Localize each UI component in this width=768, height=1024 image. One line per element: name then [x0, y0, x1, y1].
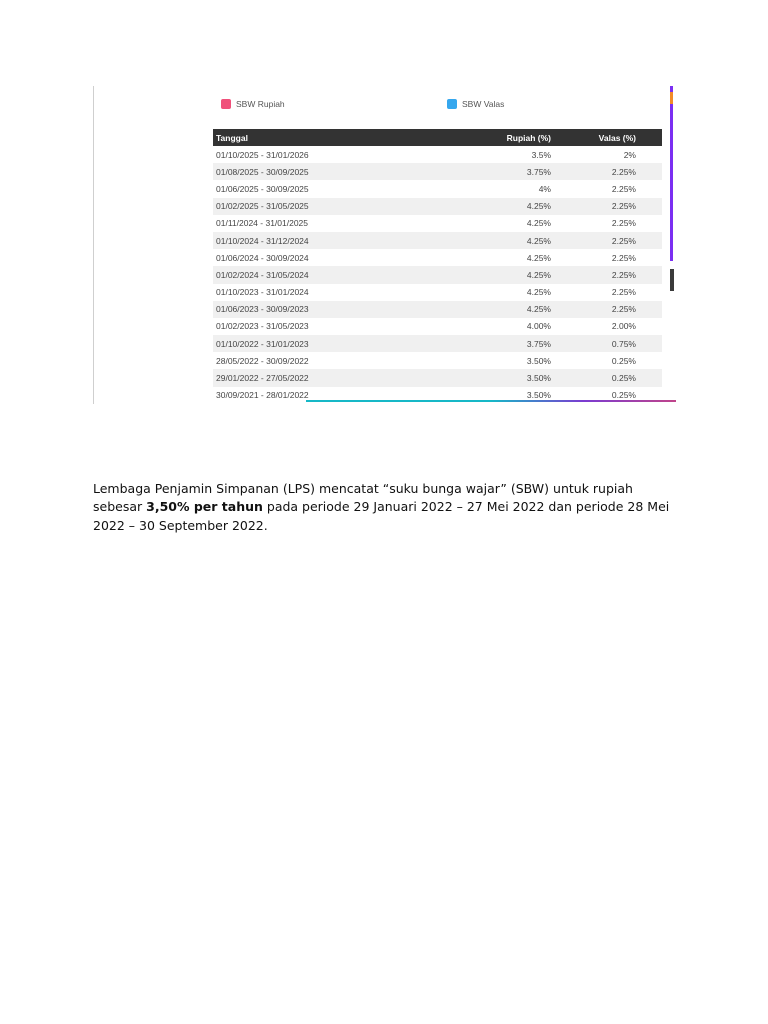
scrollbar-accent-orange: [670, 92, 673, 104]
paragraph-text-2: pada periode 29 Januari 2022 – 27 Mei 2022 dan periode 28 Mei 2022 – 30 September 2022.: [93, 499, 670, 533]
embedded-screenshot: [93, 86, 676, 404]
cell-tanggal: 01/02/2023 - 31/05/2023: [216, 321, 309, 332]
legend-label-rupiah: SBW Rupiah: [236, 99, 285, 109]
table-row: [213, 266, 662, 283]
cell-rupiah: 3.75%: [526, 166, 551, 177]
table-row: [213, 232, 662, 249]
cell-rupiah: 4.25%: [526, 304, 551, 315]
cell-valas: 2.25%: [611, 269, 636, 280]
cell-tanggal: 29/01/2022 - 27/05/2022: [216, 373, 309, 384]
table-row: [213, 352, 662, 369]
legend-swatch-valas: [447, 99, 457, 109]
table-row: [213, 215, 662, 232]
screenshot-left-border: [93, 86, 94, 404]
cell-rupiah: 4.25%: [526, 287, 551, 298]
cell-valas: 0.25%: [611, 373, 636, 384]
scrollbar-accent-purple: [670, 86, 673, 261]
cell-valas: 2.25%: [611, 201, 636, 212]
legend-item-rupiah[interactable]: [221, 97, 285, 111]
cell-tanggal: 01/10/2023 - 31/01/2024: [216, 287, 309, 298]
legend-swatch-rupiah: [221, 99, 231, 109]
rate-table: [213, 129, 662, 404]
cell-valas: 2.25%: [611, 304, 636, 315]
cell-rupiah: 4.25%: [526, 269, 551, 280]
cell-valas: 2%: [623, 149, 636, 160]
cell-tanggal: 01/08/2025 - 30/09/2025: [216, 166, 309, 177]
cell-tanggal: 01/06/2023 - 30/09/2023: [216, 304, 309, 315]
cell-tanggal: 01/06/2024 - 30/09/2024: [216, 252, 309, 263]
cell-valas: 2.25%: [611, 235, 636, 246]
cell-valas: 2.25%: [611, 252, 636, 263]
cell-tanggal: 01/06/2025 - 30/09/2025: [216, 183, 309, 194]
table-row: [213, 284, 662, 301]
cell-tanggal: 01/11/2024 - 31/01/2025: [216, 218, 309, 229]
cell-rupiah: 3.50%: [526, 355, 551, 366]
cell-valas: 0.25%: [611, 390, 636, 401]
cell-valas: 0.25%: [611, 355, 636, 366]
table-row: [213, 318, 662, 335]
cell-valas: 2.25%: [611, 287, 636, 298]
cell-valas: 2.25%: [611, 166, 636, 177]
legend-label-valas: SBW Valas: [462, 99, 505, 109]
table-row: [213, 163, 662, 180]
table-row: [213, 301, 662, 318]
table-row: [213, 369, 662, 386]
table-row: [213, 180, 662, 197]
table-header: [213, 129, 662, 146]
paragraph-text-1: Lembaga Penjamin Simpanan (LPS) mencatat “suku bunga wajar” (SBW) untuk rupiah sebesar: [93, 480, 633, 514]
table-row: [213, 198, 662, 215]
cell-rupiah: 4.25%: [526, 252, 551, 263]
cell-rupiah: 4%: [538, 183, 551, 194]
cell-valas: 0.75%: [611, 338, 636, 349]
cell-tanggal: 30/09/2021 - 28/01/2022: [216, 390, 309, 401]
cell-tanggal: 01/10/2024 - 31/12/2024: [216, 235, 309, 246]
cell-valas: 2.25%: [611, 183, 636, 194]
body-paragraph: [93, 480, 683, 536]
header-valas: Valas (%): [598, 132, 636, 143]
cell-tanggal: 01/02/2025 - 31/05/2025: [216, 201, 309, 212]
legend-item-valas[interactable]: [447, 97, 504, 111]
cell-rupiah: 3.50%: [526, 373, 551, 384]
cell-tanggal: 01/02/2024 - 31/05/2024: [216, 269, 309, 280]
cell-rupiah: 4.00%: [526, 321, 551, 332]
scrollbar-thumb[interactable]: [670, 269, 674, 291]
cell-tanggal: 28/05/2022 - 30/09/2022: [216, 355, 309, 366]
table-row: [213, 335, 662, 352]
paragraph-bold-text: 3,50% per tahun: [146, 499, 263, 514]
cell-tanggal: 01/10/2022 - 31/01/2023: [216, 338, 309, 349]
cell-valas: 2.25%: [611, 218, 636, 229]
gradient-divider: [306, 400, 676, 402]
cell-rupiah: 4.25%: [526, 218, 551, 229]
cell-rupiah: 3.50%: [526, 390, 551, 401]
table-row: [213, 146, 662, 163]
header-rupiah: Rupiah (%): [506, 132, 551, 143]
cell-tanggal: 01/10/2025 - 31/01/2026: [216, 149, 309, 160]
table-row: [213, 249, 662, 266]
cell-rupiah: 3.5%: [531, 149, 551, 160]
cell-rupiah: 4.25%: [526, 201, 551, 212]
header-tanggal: Tanggal: [216, 132, 248, 143]
cell-valas: 2.00%: [611, 321, 636, 332]
table-body: [213, 146, 662, 404]
cell-rupiah: 3.75%: [526, 338, 551, 349]
cell-rupiah: 4.25%: [526, 235, 551, 246]
